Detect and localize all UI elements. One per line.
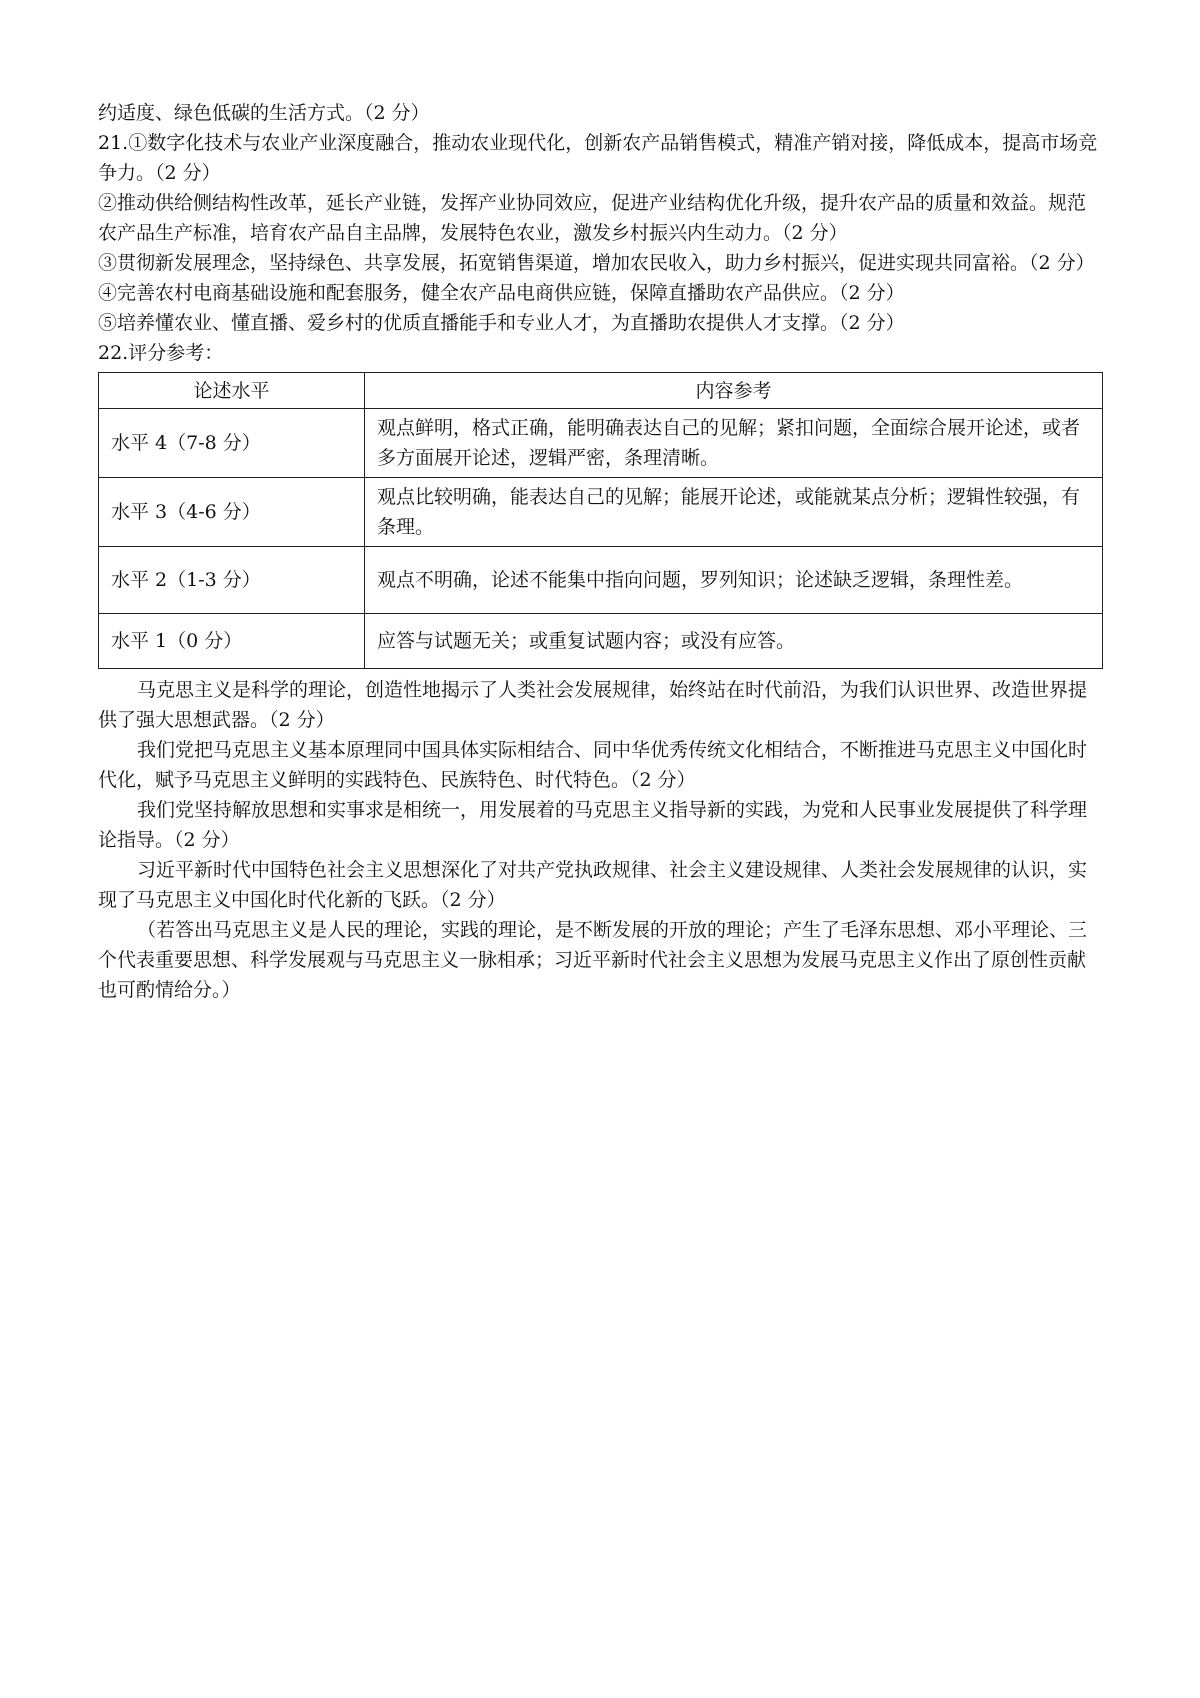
document-page — [98, 98, 1102, 1005]
answer-21-item-2: ②推动供给侧结构性改革，延长产业链，发挥产业协同效应，促进产业结构优化升级，提升农产品的质量和效益。规范农产品生产标准，培育农产品自主品牌，发展特色农业，激发乡村振兴内生动力。（2 分） — [98, 192, 1087, 244]
rubric-level: 水平 3（4-6 分） — [99, 478, 365, 547]
answer-22-body — [98, 675, 1102, 1005]
answer-22-label: 22.评分参考： — [98, 342, 224, 364]
answer-22-paragraph-1: 马克思主义是科学的理论，创造性地揭示了人类社会发展规律，始终站在时代前沿，为我们认识世界、改造世界提供了强大思想武器。（2 分） — [98, 679, 1088, 731]
rubric-level: 水平 4（7-8 分） — [99, 409, 365, 478]
rubric-content: 观点鲜明，格式正确，能明确表达自己的见解；紧扣问题，全面综合展开论述，或者多方面展开论述，逻辑严密，条理清晰。 — [365, 409, 1103, 478]
answer-22-paragraph-3: 我们党坚持解放思想和实事求是相统一，用发展着的马克思主义指导新的实践，为党和人民事业发展提供了科学理论指导。（2 分） — [98, 799, 1088, 851]
answer-22-paragraph-2: 我们党把马克思主义基本原理同中国具体实际相结合、同中华优秀传统文化相结合，不断推进马克思主义中国化时代化，赋予马克思主义鲜明的实践特色、民族特色、时代特色。（2 分） — [98, 739, 1088, 791]
answer-21 — [98, 128, 1102, 338]
answer-22-note: （若答出马克思主义是人民的理论，实践的理论，是不断发展的开放的理论；产生了毛泽东思想、邓小平理论、三个代表重要思想、科学发展观与马克思主义一脉相承；习近平新时代社会主义思想为发展马克思主义作出了原创性贡献也可酌情给分。） — [98, 919, 1088, 1001]
continued-line: 约适度、绿色低碳的生活方式。（2 分） — [98, 102, 430, 124]
table-row — [99, 409, 1103, 478]
answer-21-item-3: ③贯彻新发展理念，坚持绿色、共享发展，拓宽销售渠道，增加农民收入，助力乡村振兴，促进实现共同富裕。（2 分） — [98, 252, 1095, 274]
table-row — [99, 478, 1103, 547]
rubric-level: 水平 1（0 分） — [99, 614, 365, 669]
answer-21-item-5: ⑤培养懂农业、懂直播、爱乡村的优质直播能手和专业人才，为直播助农提供人才支撑。（2 分） — [98, 312, 905, 334]
answer-21-item-4: ④完善农村电商基础设施和配套服务，健全农产品电商供应链，保障直播助农产品供应。（2 分） — [98, 282, 905, 304]
table-row — [99, 547, 1103, 614]
rubric-content: 观点比较明确，能表达自己的见解；能展开论述，或能就某点分析；逻辑性较强，有条理。 — [365, 478, 1103, 547]
scoring-rubric-table — [98, 372, 1103, 669]
rubric-level: 水平 2（1-3 分） — [99, 547, 365, 614]
answer-22-paragraph-4: 习近平新时代中国特色社会主义思想深化了对共产党执政规律、社会主义建设规律、人类社会发展规律的认识，实现了马克思主义中国化时代化新的飞跃。（2 分） — [98, 859, 1088, 911]
answer-21-item-1: 21.①数字化技术与农业产业深度融合，推动农业现代化，创新农产品销售模式，精准产销对接，降低成本，提高市场竞争力。（2 分） — [98, 132, 1098, 184]
rubric-content: 观点不明确，论述不能集中指向问题，罗列知识；论述缺乏逻辑，条理性差。 — [365, 547, 1103, 614]
table-header-row — [99, 373, 1103, 409]
header-content: 内容参考 — [365, 373, 1103, 409]
header-level: 论述水平 — [99, 373, 365, 409]
rubric-content: 应答与试题无关；或重复试题内容；或没有应答。 — [365, 614, 1103, 669]
table-row — [99, 614, 1103, 669]
